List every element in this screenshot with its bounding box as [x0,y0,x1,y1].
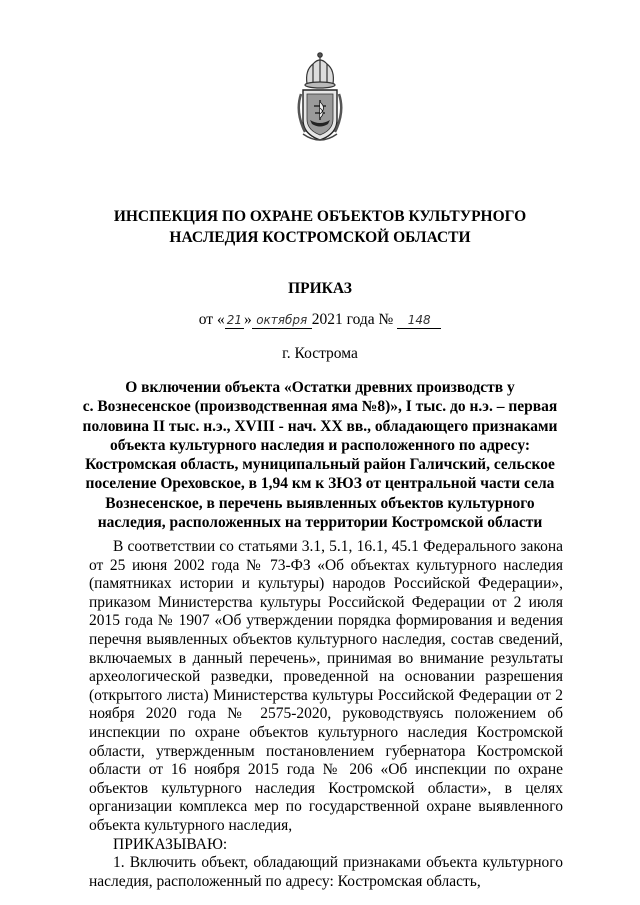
date-year-text: 2021 года № [311,311,394,328]
order-item-1: 1. Включить объект, обладающий признаками объекта культурного наследия, расположенный по адресу: Костромская область, [89,854,563,890]
subject-line: наследия, расположенных на территории Костромской области [97,514,543,532]
date-month-sep: » [244,311,252,328]
subject-line: с. Вознесенское (производственная яма №8)», I тыс. до н.э. – первая [82,398,558,416]
subject-line: половина II тыс. н.э., XVIII - нач. XX вв., обладающего признаками [82,417,558,435]
date-month-handwritten: октября [252,312,312,329]
document-body [89,538,563,891]
document-dateline [0,310,640,330]
organization-name [0,206,640,248]
subject-line: О включении объекта «Остатки древних производств у [125,379,515,396]
subject-line: объекта культурного наследия и расположенного по адресу: [109,436,531,454]
subject-line: Костромская область, муниципальный район Галичский, сельское [85,456,555,474]
document-title: ПРИКАЗ [288,280,352,297]
coat-of-arms-icon [293,50,347,146]
organization-name-line1: ИНСПЕКЦИЯ ПО ОХРАНЕ ОБЪЕКТОВ КУЛЬТУРНОГО [113,208,527,225]
date-prefix: от « [198,311,225,328]
order-word: ПРИКАЗЫВАЮ: [113,835,228,853]
subject-line: Вознесенское, в перечень выявленных объектов культурного [105,494,535,512]
document-subject [0,378,640,532]
document-number-handwritten: 148 [397,312,441,329]
document-city: г. Кострома [282,345,358,362]
organization-name-line2: НАСЛЕДИЯ КОСТРОМСКОЙ ОБЛАСТИ [169,229,471,246]
subject-line: поселение Ореховское, в 1,94 км к ЗЮЗ от центральной части села [85,475,555,493]
body-paragraph-preamble: В соответствии со статьями 3.1, 5.1, 16.1, 45.1 Федерального закона от 25 июня 2002 года № 73-ФЗ «Об объектах культурного наследия (памятниках истории и культуры) народов Российской Федерации», приказом Министерства культуры Российской Федерации от 2 июля 2015 года № 1907 «Об утверждении порядка формирования и ведения перечня выявленных объектов культурного наследия, состав сведений, включаемых в данный перечень», принимая во внимание результаты археологической разведки, проведенной на основании разрешения (открытого листа) Министерства культуры Российской Федерации от 2 ноября 2020 года № 2575-2020, руководствуясь положением об инспекции по охране объектов культурного наследия Костромской области, утвержденным постановлением губернатора Костромской области от 16 ноября 2015 года № 206 «Об инспекции по охране объектов культурного наследия Костромской области», в целях организации комплекса мер по государственной охране выявленного объекта культурного наследия, [89,538,563,834]
date-day-handwritten: 21 [226,313,242,327]
